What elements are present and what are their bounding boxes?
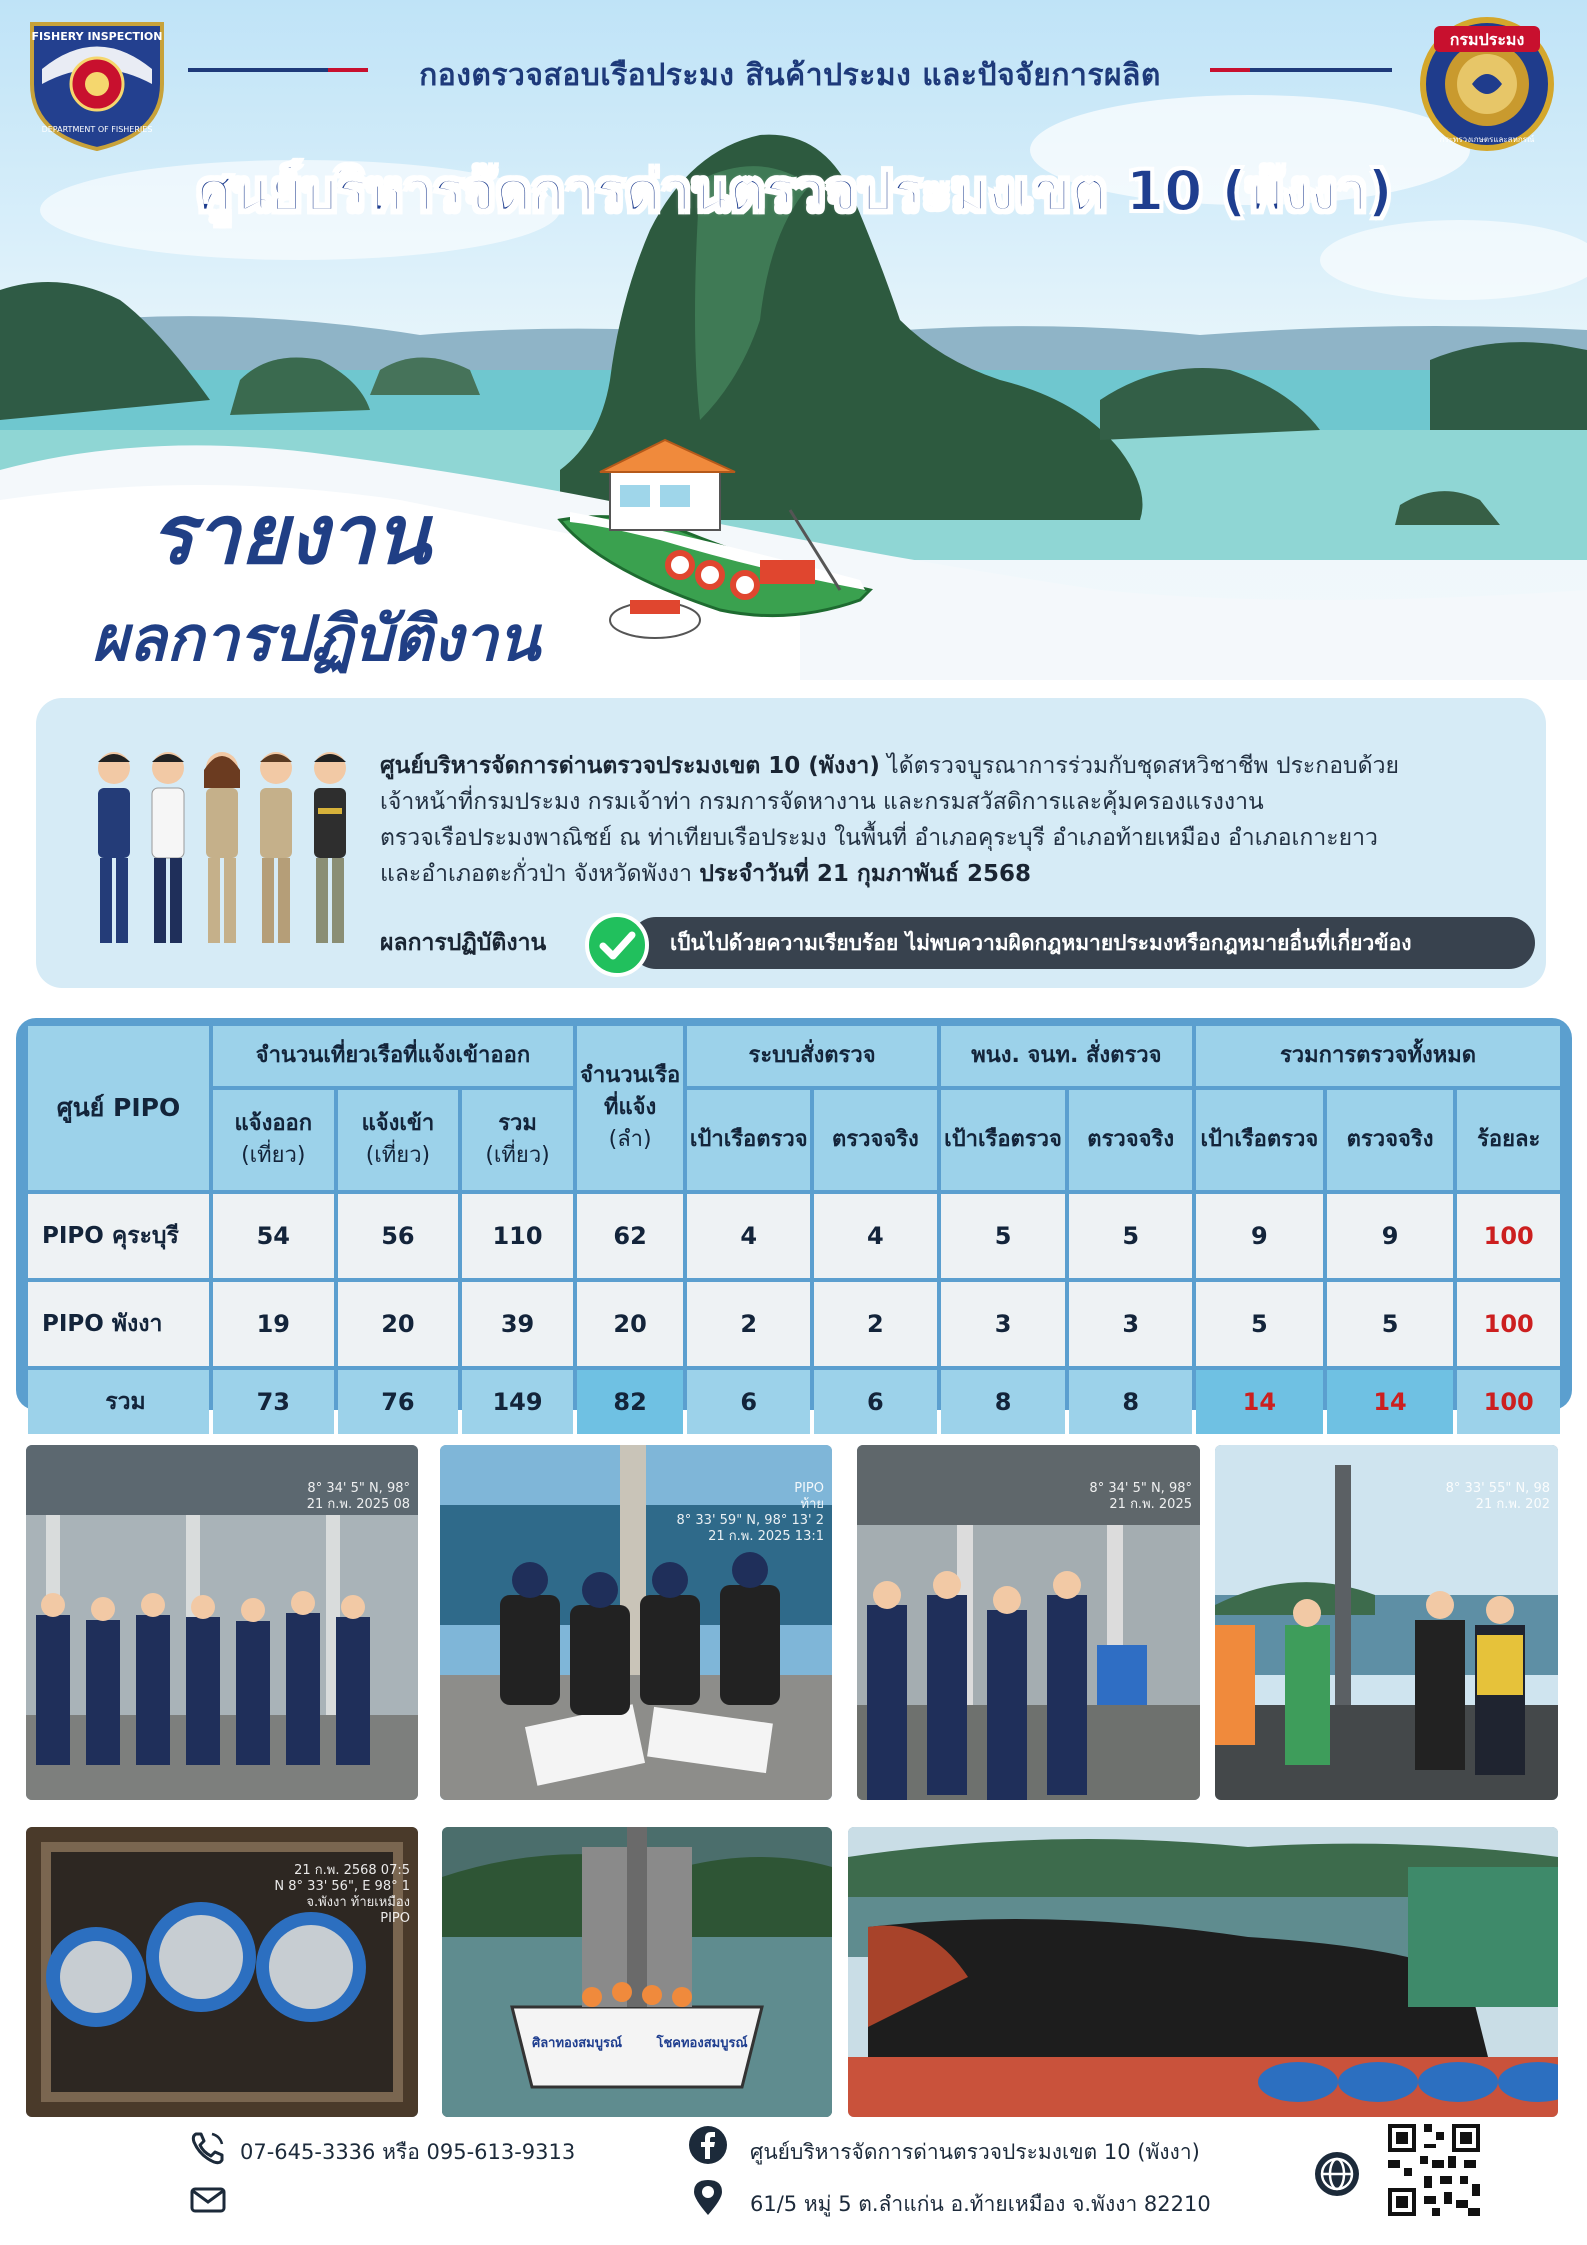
col-header-all-actual: ตรวจจริง bbox=[1327, 1090, 1454, 1190]
svg-text:DEPARTMENT OF FISHERIES: DEPARTMENT OF FISHERIES bbox=[41, 125, 153, 134]
col-header-off-target: เป้าเรือตรวจ bbox=[941, 1090, 1066, 1190]
col-header-percent: ร้อยละ bbox=[1457, 1090, 1560, 1190]
table-row bbox=[28, 1194, 1560, 1278]
svg-text:โชคทองสมบูรณ์: โชคทองสมบูรณ์ bbox=[656, 2036, 748, 2051]
total-out: 73 bbox=[213, 1370, 334, 1434]
col-header-vessels: จำนวนเรือที่แจ้ง (ลำ) bbox=[577, 1026, 684, 1190]
photo-gps-stamp: 8° 33' 55" N, 98 21 ก.พ. 202 bbox=[1445, 1481, 1550, 1512]
result-label: ผลการปฏิบัติงาน bbox=[380, 930, 547, 956]
inspection-stats-table bbox=[16, 1018, 1572, 1416]
header-flag-stripe-right bbox=[1210, 68, 1392, 80]
total-off-target: 8 bbox=[941, 1370, 1066, 1434]
photo-boat-engine-check bbox=[1215, 1445, 1558, 1800]
cell-vessels: 62 bbox=[577, 1194, 684, 1278]
cell-out: 54 bbox=[213, 1194, 334, 1278]
col-header-off-actual: ตรวจจริง bbox=[1069, 1090, 1192, 1190]
total-off-actual: 8 bbox=[1069, 1370, 1192, 1434]
cell-vessels: 20 bbox=[577, 1282, 684, 1366]
fishery-inspection-emblem bbox=[22, 14, 172, 154]
footer-address: 61/5 หมู่ 5 ต.ลำแก่น อ.ท้ายเหมือง จ.พังงา 82210 bbox=[750, 2192, 1211, 2216]
staff-figures-illustration bbox=[86, 748, 356, 958]
svg-text:FISHERY INSPECTION: FISHERY INSPECTION bbox=[31, 30, 163, 43]
hero-banner bbox=[0, 0, 1587, 680]
footer-phone: 07-645-3336 หรือ 095-613-9313 bbox=[240, 2140, 576, 2164]
table-total-row bbox=[28, 1370, 1560, 1434]
col-group-trips: จำนวนเที่ยวเรือที่แจ้งเข้าออก bbox=[213, 1026, 573, 1086]
total-percent: 100 bbox=[1457, 1370, 1560, 1434]
total-sys-actual: 6 bbox=[814, 1370, 937, 1434]
location-pin-icon bbox=[688, 2177, 728, 2217]
report-title: รายงาน bbox=[150, 487, 431, 583]
photo-fish-market-inspection bbox=[857, 1445, 1200, 1800]
summary-line1: ได้ตรวจบูรณาการร่วมกับชุดสหวิชาชีพ ประกอบด้วย bbox=[879, 753, 1399, 779]
photo-document-check bbox=[440, 1445, 832, 1800]
cell-off-target: 5 bbox=[941, 1194, 1066, 1278]
cell-sys-target: 4 bbox=[687, 1194, 810, 1278]
col-group-system: ระบบสั่งตรวจ bbox=[687, 1026, 936, 1086]
cell-all-actual: 9 bbox=[1327, 1194, 1454, 1278]
photo-fish-hold-catch bbox=[26, 1827, 418, 2117]
check-icon bbox=[585, 913, 649, 977]
photo-fishing-boat-crew bbox=[442, 1827, 832, 2117]
cell-total: 39 bbox=[462, 1282, 573, 1366]
svg-text:กระทรวงเกษตรและสหกรณ์: กระทรวงเกษตรและสหกรณ์ bbox=[1439, 135, 1535, 144]
summary-date: ประจำวันที่ 21 กุมภาพันธ์ 2568 bbox=[699, 861, 1031, 887]
total-vessels: 82 bbox=[577, 1370, 684, 1434]
cell-out: 19 bbox=[213, 1282, 334, 1366]
cell-sys-target: 2 bbox=[687, 1282, 810, 1366]
cell-percent: 100 bbox=[1457, 1282, 1560, 1366]
qr-code[interactable] bbox=[1384, 2120, 1484, 2220]
svg-text:กรมประมง: กรมประมง bbox=[1449, 30, 1525, 49]
cell-total: 110 bbox=[462, 1194, 573, 1278]
col-header-all-target: เป้าเรือตรวจ bbox=[1196, 1090, 1323, 1190]
header-flag-stripe-left bbox=[188, 68, 368, 80]
photo-fishing-nets-deck bbox=[848, 1827, 1558, 2117]
cell-off-actual: 5 bbox=[1069, 1194, 1192, 1278]
cell-off-target: 3 bbox=[941, 1282, 1066, 1366]
cell-in: 56 bbox=[338, 1194, 459, 1278]
photo-gps-stamp: 8° 34' 5" N, 98° 21 ก.พ. 2025 bbox=[1089, 1481, 1192, 1512]
total-total: 149 bbox=[462, 1370, 573, 1434]
total-all-target: 14 bbox=[1196, 1370, 1323, 1434]
summary-line4: และอำเภอตะกั่วป่า จังหวัดพังงา bbox=[380, 861, 700, 887]
total-all-actual: 14 bbox=[1327, 1370, 1454, 1434]
col-header-sys-actual: ตรวจจริง bbox=[814, 1090, 937, 1190]
col-header-total: รวม (เที่ยว) bbox=[462, 1090, 573, 1190]
table-row bbox=[28, 1282, 1560, 1366]
photo-gps-stamp: PIPO ท้าย 8° 33' 59" N, 98° 13' 2 21 ก.พ. 2025 13:1 bbox=[676, 1481, 824, 1544]
summary-line3: ตรวจเรือประมงพาณิชย์ ณ ท่าเทียบเรือประมง ในพื้นที่ อำเภอคุระบุรี อำเภอท้ายเหมือง อำเภอเกาะยาว bbox=[380, 825, 1378, 851]
phone-icon bbox=[188, 2128, 228, 2168]
col-group-officer: พนง. จนท. สั่งตรวจ bbox=[941, 1026, 1192, 1086]
summary-line2: เจ้าหน้าที่กรมประมง กรมเจ้าท่า กรมการจัดหางาน และกรมสวัสดิการและคุ้มครองแรงงาน bbox=[380, 789, 1264, 815]
total-in: 76 bbox=[338, 1370, 459, 1434]
photo-gps-stamp: 8° 34' 5" N, 98° 21 ก.พ. 2025 08 bbox=[306, 1481, 410, 1512]
department-of-fisheries-seal bbox=[1412, 14, 1562, 154]
cell-all-target: 9 bbox=[1196, 1194, 1323, 1278]
total-sys-target: 6 bbox=[687, 1370, 810, 1434]
cell-all-target: 5 bbox=[1196, 1282, 1323, 1366]
department-title: กองตรวจสอบเรือประมง สินค้าประมง และปัจจัยการผลิต bbox=[419, 58, 1161, 93]
cell-all-actual: 5 bbox=[1327, 1282, 1454, 1366]
cell-sys-actual: 4 bbox=[814, 1194, 937, 1278]
email-icon[interactable] bbox=[188, 2180, 228, 2220]
globe-icon[interactable] bbox=[1313, 2150, 1361, 2198]
summary-lead: ศูนย์บริหารจัดการด่านตรวจประมงเขต 10 (พังงา) bbox=[380, 753, 880, 779]
summary-paragraph bbox=[380, 748, 1520, 898]
cell-off-actual: 3 bbox=[1069, 1282, 1192, 1366]
result-text: เป็นไปด้วยความเรียบร้อย ไม่พบความผิดกฎหมายประมงหรือกฎหมายอื่นที่เกี่ยวข้อง bbox=[630, 917, 1535, 969]
photo-gps-stamp: 21 ก.พ. 2568 07:5 N 8° 33' 56", E 98° 1 จ.พังงา ท้ายเหมือง PIPO bbox=[274, 1863, 410, 1926]
cell-in: 20 bbox=[338, 1282, 459, 1366]
svg-text:ศิลาทองสมบูรณ์: ศิลาทองสมบูรณ์ bbox=[531, 2036, 623, 2051]
row-name: PIPO คุระบุรี bbox=[28, 1194, 209, 1278]
facebook-icon[interactable] bbox=[688, 2125, 728, 2165]
cell-sys-actual: 2 bbox=[814, 1282, 937, 1366]
cell-percent: 100 bbox=[1457, 1194, 1560, 1278]
total-row-name: รวม bbox=[28, 1370, 209, 1434]
photo-team-at-pier bbox=[26, 1445, 418, 1800]
col-group-all: รวมการตรวจทั้งหมด bbox=[1196, 1026, 1560, 1086]
col-header-pipo: ศูนย์ PIPO bbox=[28, 1026, 209, 1190]
footer-facebook[interactable]: ศูนย์บริหารจัดการด่านตรวจประมงเขต 10 (พังงา) bbox=[750, 2140, 1200, 2164]
col-header-sys-target: เป้าเรือตรวจ bbox=[687, 1090, 810, 1190]
col-header-out: แจ้งออก (เที่ยว) bbox=[213, 1090, 334, 1190]
report-subtitle: ผลการปฏิบัติงาน bbox=[92, 602, 541, 675]
row-name: PIPO พังงา bbox=[28, 1282, 209, 1366]
center-title: ศูนย์บริหารจัดการด่านตรวจประมงเขต 10 (พังงา) bbox=[197, 159, 1393, 223]
col-header-in: แจ้งเข้า (เที่ยว) bbox=[338, 1090, 459, 1190]
